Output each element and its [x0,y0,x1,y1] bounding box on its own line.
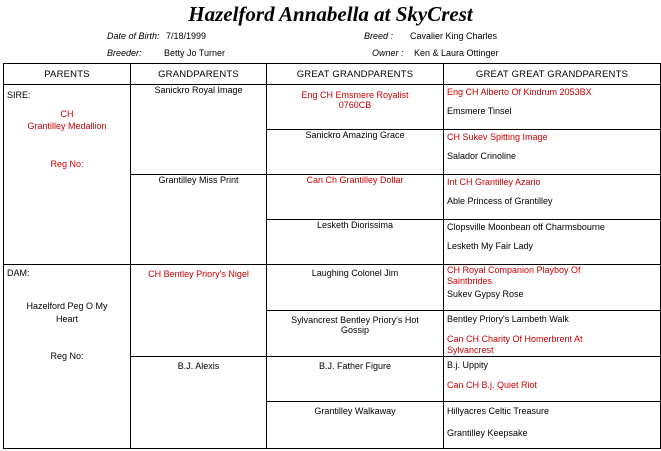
ggg-8a: Hillyacres Celtic Treasure [447,406,550,416]
dob-label: Date of Birth: [107,31,160,41]
ggg-pair-8 [444,402,661,449]
ggg-pair-1 [444,85,661,130]
dam-cell [4,265,131,449]
ggg-2a: CH Sukev Spitting Image [447,132,548,142]
great-grandparent-6: Sylvancrest Bentley Priory's Hot Gossip [267,311,444,357]
header-grandparents: GRANDPARENTS [131,64,267,85]
breed-value: Cavalier King Charles [410,31,498,41]
ggg-6b-cont: Sylvancrest [447,345,494,355]
ggg-2b: Salador Crinoline [447,151,517,161]
great-grandparent-8: Grantilley Walkaway [267,402,444,449]
dam-label: DAM: [7,268,30,278]
sire-name-line2: Grantilley Medallion [27,121,107,131]
ggg-4a: Clopsville Moonbean off Charmsbourne [447,222,605,232]
owner-value: Ken & Laura Ottinger [414,48,499,58]
breeder-value: Betty Jo Turner [164,48,226,58]
breeder-label: Breeder: [107,48,142,58]
ggg-pair-6 [444,311,661,357]
page-title: Hazelford Annabella at SkyCrest [188,2,473,26]
sire-label: SIRE: [7,90,31,100]
dam-name-line2: Heart [55,314,78,324]
ggg-5a-cont: Saintbrides [447,276,493,286]
grandparent-2: Grantilley Miss Print [131,175,267,265]
ggg-6a: Bentley Priory's Lambeth Walk [447,314,569,324]
ggg-7a: B.j. Uppity [447,360,489,370]
ggg-pair-7 [444,357,661,402]
great-grandparent-1: Eng CH Emsmere Royalist 0760CB [267,85,444,130]
ggg-1b: Emsmere Tinsel [447,106,512,116]
ggg-1a: Eng CH Alberto Of Kindrum 2053BX [447,87,592,97]
sire-cell [4,85,131,265]
breed-label: Breed : [364,31,394,41]
ggg-3a: Int CH Grantilley Azario [447,177,541,187]
ggg-pair-4 [444,220,661,265]
ggg-7b: Can CH B.j. Quiet Riot [447,380,538,390]
great-grandparent-3: Can Ch Grantilley Dollar [267,175,444,220]
great-grandparent-5: Laughing Colonel Jim [267,265,444,311]
dob-value: 7/18/1999 [166,31,207,41]
header-great-grandparents: GREAT GRANDPARENTS [267,64,444,85]
header-parents: PARENTS [4,64,131,85]
header-great-great-grandparents: GREAT GREAT GRANDPARENTS [444,64,661,85]
ggg-4b: Lesketh My Fair Lady [447,241,534,251]
grandparent-3: CH Bentley Priory's Nigel [131,265,267,357]
grandparent-1: Sanickro Royal Image [131,85,267,175]
ggg-5a: CH Royal Companion Playboy Of [447,265,581,275]
ggg-pair-3 [444,175,661,220]
grandparent-4: B.J. Alexis [131,357,267,449]
pedigree-table [3,63,661,449]
dam-reg: Reg No: [50,351,84,361]
sire-reg: Reg No: [50,159,84,169]
header-row [4,64,661,85]
ggg-6b: Can CH Charity Of Homerbrent At [447,334,583,344]
ggg-8b: Grantilley Keepsake [447,428,528,438]
ggg-pair-5 [444,265,661,311]
sire-name-line1: CH [60,109,74,119]
dam-name-line1: Hazelford Peg O My [26,301,108,311]
great-grandparent-2: Sanickro Amazing Grace [267,130,444,175]
great-grandparent-7: B.J. Father Figure [267,357,444,402]
ggg-pair-2 [444,130,661,175]
ggg-3b: Able Princess of Grantilley [447,196,553,206]
ggg-5b: Sukev Gypsy Rose [447,289,524,299]
owner-label: Owner : [372,48,404,58]
great-grandparent-4: Lesketh Diorissima [267,220,444,265]
